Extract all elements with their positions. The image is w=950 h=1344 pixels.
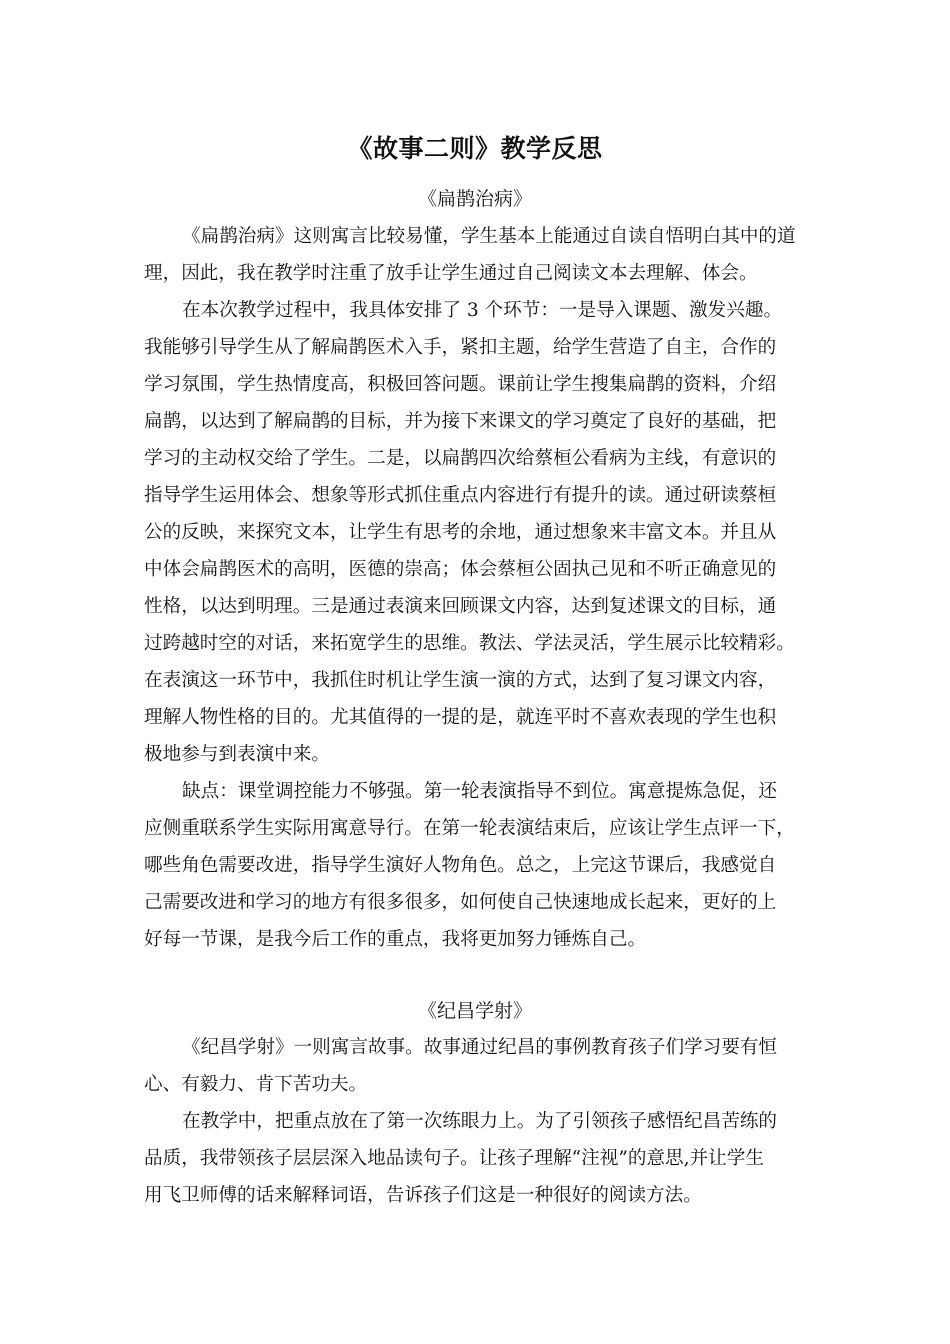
paragraph-line: 己需要改进和学习的地方有很多很多，如何使自己快速地成长起来，更好的上 (144, 892, 777, 913)
paragraph-line: 性格，以达到明理。三是通过表演来回顾课文内容，达到复述课文的目标，通 (144, 596, 777, 617)
document-title: 《故事二则》教学反思 (347, 134, 603, 163)
paragraph-line: 哪些角色需要改进，指导学生演好人物角色。总之，上完这节课后，我感觉自 (144, 855, 777, 876)
section-heading-bianque: 《扁鹊治病》 (417, 188, 532, 210)
paragraph-line: 公的反映，来探究文本，让学生有思考的余地，通过想象来丰富文本。并且从 (144, 522, 777, 543)
paragraph-line: 过跨越时空的对话，来拓宽学生的思维。教法、学法灵活，学生展示比较精彩。 (144, 633, 795, 654)
paragraph-line: 在表演这一环节中，我抓住时机让学生演一演的方式，达到了复习课文内容， (144, 670, 777, 691)
paragraph-line: 心、有毅力、肯下苦功夫。 (144, 1074, 368, 1095)
section-heading-jichang: 《纪昌学射》 (417, 1000, 532, 1022)
paragraph-line: 学习的主动权交给了学生。二是，以扁鹊四次给蔡桓公看病为主线，有意识的 (144, 448, 777, 469)
paragraph-line: 缺点：课堂调控能力不够强。第一轮表演指导不到位。寓意提炼急促，还 (182, 781, 778, 802)
paragraph-line: 应侧重联系学生实际用寓意导行。在第一轮表演结束后，应该让学生点评一下， (144, 818, 795, 839)
paragraph-line: 中体会扁鹊医术的高明，医德的崇高；体会蔡桓公固执己见和不听正确意见的 (144, 559, 777, 580)
paragraph-line: 《扁鹊治病》这则寓言比较易懂，学生基本上能通过自读自悟明白其中的道 (182, 226, 796, 247)
paragraph-line: 学习氛围，学生热情度高，积极回答问题。课前让学生搜集扁鹊的资料，介绍 (144, 374, 777, 395)
paragraph-line: 我能够引导学生从了解扁鹊医术入手，紧扣主题，给学生营造了自主，合作的 (144, 337, 777, 358)
paragraph-line: 好每一节课，是我今后工作的重点，我将更加努力锤炼自己。 (144, 929, 647, 950)
paragraph-line: 指导学生运用体会、想象等形式抓住重点内容进行有提升的读。通过研读蔡桓 (144, 485, 777, 506)
paragraph-line: 极地参与到表演中来。 (144, 744, 330, 765)
paragraph-line: 品质，我带领孩子层层深入地品读句子。让孩子理解“注视”的意思,并让学生 (144, 1148, 764, 1169)
paragraph-line: 理解人物性格的目的。尤其值得的一提的是，就连平时不喜欢表现的学生也积 (144, 707, 777, 728)
paragraph-line: 理，因此，我在教学时注重了放手让学生通过自己阅读文本去理解、体会。 (144, 263, 758, 284)
paragraph-line: 扁鹊，以达到了解扁鹊的目标，并为接下来课文的学习奠定了良好的基础，把 (144, 411, 777, 432)
paragraph-line: 《纪昌学射》一则寓言故事。故事通过纪昌的事例教育孩子们学习要有恒 (182, 1037, 778, 1058)
paragraph-line: 在教学中，把重点放在了第一次练眼力上。为了引领孩子感悟纪昌苦练的 (182, 1111, 778, 1132)
paragraph-line: 用飞卫师傅的话来解释词语，告诉孩子们这是一种很好的阅读方法。 (144, 1185, 702, 1206)
paragraph-line: 在本次教学过程中，我具体安排了 3 个环节：一是导入课题、激发兴趣。 (182, 300, 783, 321)
